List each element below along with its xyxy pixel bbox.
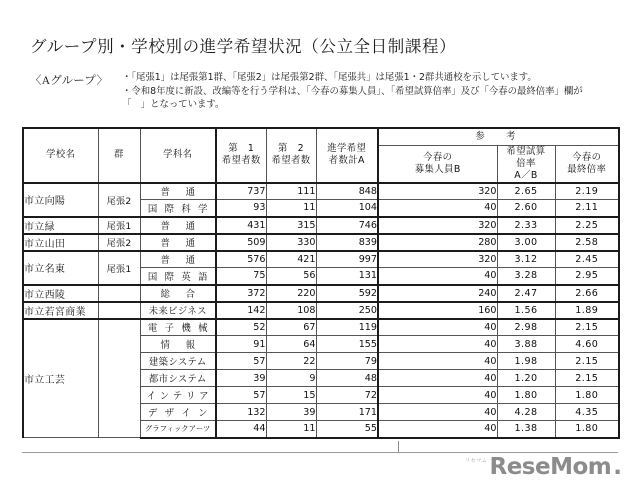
cell-department: グラフィックアーツ xyxy=(140,421,216,438)
cell-first-choice-count: 142 xyxy=(216,302,266,319)
col-header-final-line1: 今春の xyxy=(572,151,602,163)
cell-estimated-ratio: 2.47 xyxy=(497,285,555,302)
cell-total-count: 171 xyxy=(316,404,378,421)
cell-final-ratio: 1.80 xyxy=(555,421,619,438)
cell-second-choice-count: 9 xyxy=(266,370,316,387)
col-header-school: 学校名 xyxy=(23,128,98,183)
cell-first-choice-count: 52 xyxy=(216,319,266,336)
cell-total-count: 848 xyxy=(316,183,378,200)
cell-first-choice-count: 576 xyxy=(216,251,266,268)
cell-group xyxy=(98,319,140,438)
cell-total-count: 155 xyxy=(316,336,378,353)
table-row xyxy=(23,285,619,302)
cell-total-count: 79 xyxy=(316,353,378,370)
col-header-ratio-line3: A／B xyxy=(514,169,538,181)
cell-final-ratio: 4.35 xyxy=(555,404,619,421)
col-header-quota-line2: 募集人員B xyxy=(414,163,461,175)
cell-first-choice-count: 44 xyxy=(216,421,266,438)
logo-dot: . xyxy=(613,454,622,480)
cell-second-choice-count: 15 xyxy=(266,387,316,404)
logo-wordmark: ReseMom xyxy=(489,454,612,480)
cell-estimated-ratio: 2.60 xyxy=(497,200,555,217)
cell-school-name: 市立工芸 xyxy=(23,319,98,438)
col-header-reference: 参 考 xyxy=(378,128,619,145)
cell-estimated-ratio: 3.88 xyxy=(497,336,555,353)
cell-second-choice-count: 108 xyxy=(266,302,316,319)
cell-second-choice-count: 39 xyxy=(266,404,316,421)
cell-final-ratio: 2.15 xyxy=(555,319,619,336)
cell-second-choice-count: 11 xyxy=(266,421,316,438)
cell-final-ratio: 2.58 xyxy=(555,234,619,251)
cell-quota: 280 xyxy=(378,234,497,251)
cell-first-choice-count: 93 xyxy=(216,200,266,217)
cell-total-count: 997 xyxy=(316,251,378,268)
cell-estimated-ratio: 2.98 xyxy=(497,319,555,336)
col-header-final-line2: 最終倍率 xyxy=(567,163,607,175)
cell-department: 未来ビジネス xyxy=(140,302,216,319)
cell-first-choice-count: 431 xyxy=(216,217,266,234)
cell-final-ratio: 2.19 xyxy=(555,183,619,200)
col-header-first-choice-line2: 希望者数 xyxy=(221,155,261,167)
col-header-group: 群 xyxy=(98,128,140,183)
cell-total-count: 72 xyxy=(316,387,378,404)
cell-department: 普 通 xyxy=(140,234,216,251)
resemom-logo xyxy=(465,456,622,479)
cell-second-choice-count: 315 xyxy=(266,217,316,234)
cell-quota: 40 xyxy=(378,404,497,421)
cell-estimated-ratio: 2.33 xyxy=(497,217,555,234)
cell-quota: 40 xyxy=(378,319,497,336)
admissions-table xyxy=(22,127,620,439)
table-row xyxy=(23,183,619,200)
table-row xyxy=(23,302,619,319)
cell-second-choice-count: 330 xyxy=(266,234,316,251)
cell-department: 国 際 科 学 xyxy=(140,200,216,217)
cell-estimated-ratio: 1.56 xyxy=(497,302,555,319)
cell-school-name: 市立西陵 xyxy=(23,285,98,302)
cell-second-choice-count: 67 xyxy=(266,319,316,336)
table-body xyxy=(23,183,619,438)
cell-final-ratio: 2.15 xyxy=(555,353,619,370)
table-row xyxy=(23,319,619,336)
cell-department: 普 通 xyxy=(140,251,216,268)
cell-quota: 40 xyxy=(378,268,497,285)
cell-first-choice-count: 57 xyxy=(216,353,266,370)
cell-department: 建築システム xyxy=(140,353,216,370)
admissions-table-wrapper xyxy=(22,127,618,439)
cell-second-choice-count: 56 xyxy=(266,268,316,285)
cell-department: イ ン テ リ ア xyxy=(140,387,216,404)
col-header-second-choice-line1: 第 2 xyxy=(278,143,304,155)
cell-group: 尾張2 xyxy=(98,183,140,217)
cell-estimated-ratio: 3.28 xyxy=(497,268,555,285)
logo-ruby-text: リセマム xyxy=(465,458,488,464)
cell-estimated-ratio: 4.28 xyxy=(497,404,555,421)
cell-final-ratio: 4.60 xyxy=(555,336,619,353)
col-header-final-ratio xyxy=(555,145,619,183)
cell-first-choice-count: 39 xyxy=(216,370,266,387)
cell-department: 情 報 xyxy=(140,336,216,353)
cell-quota: 240 xyxy=(378,285,497,302)
cell-estimated-ratio: 1.38 xyxy=(497,421,555,438)
cell-first-choice-count: 509 xyxy=(216,234,266,251)
cell-department: 普 通 xyxy=(140,217,216,234)
col-header-second-choice xyxy=(266,128,316,183)
cell-department: デ ザ イ ン xyxy=(140,404,216,421)
col-header-quota xyxy=(378,145,497,183)
cell-second-choice-count: 64 xyxy=(266,336,316,353)
cell-quota: 160 xyxy=(378,302,497,319)
cell-total-count: 131 xyxy=(316,268,378,285)
cell-first-choice-count: 75 xyxy=(216,268,266,285)
col-header-second-choice-line2: 希望者数 xyxy=(271,155,311,167)
cell-total-count: 48 xyxy=(316,370,378,387)
cell-final-ratio: 2.11 xyxy=(555,200,619,217)
cell-final-ratio: 2.95 xyxy=(555,268,619,285)
cell-total-count: 592 xyxy=(316,285,378,302)
col-header-department: 学科名 xyxy=(140,128,216,183)
cell-school-name: 市立若宮商業 xyxy=(23,302,98,319)
cell-first-choice-count: 57 xyxy=(216,387,266,404)
cell-quota: 40 xyxy=(378,421,497,438)
cell-department: 電 子 機 械 xyxy=(140,319,216,336)
cell-school-name: 市立名東 xyxy=(23,251,98,285)
notes-block xyxy=(122,71,637,112)
cell-school-name: 市立向陽 xyxy=(23,183,98,217)
cell-final-ratio: 1.89 xyxy=(555,302,619,319)
cell-second-choice-count: 11 xyxy=(266,200,316,217)
col-header-first-choice xyxy=(216,128,266,183)
header-row-top xyxy=(23,128,619,145)
cell-final-ratio: 2.45 xyxy=(555,251,619,268)
cell-final-ratio: 2.25 xyxy=(555,217,619,234)
note-line-1: ・「尾張1」は尾張第1群、「尾張2」は尾張第2群、「尾張共」は尾張1・2群共通校を示しています。 xyxy=(122,72,537,83)
cell-first-choice-count: 372 xyxy=(216,285,266,302)
col-header-first-choice-line1: 第 1 xyxy=(228,143,255,155)
col-header-quota-line1: 今春の xyxy=(423,151,453,163)
cell-quota: 320 xyxy=(378,183,497,200)
cell-total-count: 55 xyxy=(316,421,378,438)
cell-second-choice-count: 22 xyxy=(266,353,316,370)
group-label: 〈Aグループ〉 xyxy=(30,75,109,87)
col-header-ratio xyxy=(497,145,555,183)
cell-total-count: 119 xyxy=(316,319,378,336)
cell-total-count: 746 xyxy=(316,217,378,234)
cell-quota: 40 xyxy=(378,336,497,353)
cell-estimated-ratio: 2.65 xyxy=(497,183,555,200)
cell-school-name: 市立緑 xyxy=(23,217,98,234)
cell-final-ratio: 2.66 xyxy=(555,285,619,302)
cell-first-choice-count: 737 xyxy=(216,183,266,200)
cell-group: 尾張2 xyxy=(98,234,140,251)
cell-second-choice-count: 421 xyxy=(266,251,316,268)
cell-group xyxy=(98,285,140,302)
cell-estimated-ratio: 1.20 xyxy=(497,370,555,387)
cell-quota: 320 xyxy=(378,217,497,234)
cell-estimated-ratio: 3.12 xyxy=(497,251,555,268)
cell-school-name: 市立山田 xyxy=(23,234,98,251)
cell-quota: 40 xyxy=(378,387,497,404)
col-header-total xyxy=(316,128,378,183)
cell-estimated-ratio: 1.98 xyxy=(497,353,555,370)
table-row xyxy=(23,217,619,234)
cell-final-ratio: 1.80 xyxy=(555,387,619,404)
cell-group: 尾張1 xyxy=(98,251,140,285)
table-row xyxy=(23,234,619,251)
cell-department: 都市システム xyxy=(140,370,216,387)
cell-final-ratio: 2.15 xyxy=(555,370,619,387)
col-header-total-line1: 進学希望 xyxy=(327,143,367,155)
cell-department: 国 際 英 語 xyxy=(140,268,216,285)
cell-department: 普 通 xyxy=(140,183,216,200)
cell-quota: 40 xyxy=(378,200,497,217)
cell-department: 総 合 xyxy=(140,285,216,302)
cell-quota: 320 xyxy=(378,251,497,268)
cell-quota: 40 xyxy=(378,370,497,387)
cell-second-choice-count: 111 xyxy=(266,183,316,200)
table-row xyxy=(23,251,619,268)
cell-total-count: 104 xyxy=(316,200,378,217)
page-title: グループ別・学校別の進学希望状況（公立全日制課程） xyxy=(30,37,457,56)
cell-second-choice-count: 220 xyxy=(266,285,316,302)
col-header-ratio-line2: 倍率 xyxy=(516,157,536,169)
cell-quota: 40 xyxy=(378,353,497,370)
note-line-3: 「 」となっています。 xyxy=(122,99,225,110)
cell-first-choice-count: 132 xyxy=(216,404,266,421)
cell-estimated-ratio: 1.80 xyxy=(497,387,555,404)
table-head xyxy=(23,128,619,183)
cell-estimated-ratio: 3.00 xyxy=(497,234,555,251)
footer-divider xyxy=(22,452,618,453)
cell-group xyxy=(98,302,140,319)
note-line-2: ・令和8年度に新設、改編等を行う学科は、「今春の募集人員」、「希望試算倍率」及び「今春の最終倍率」欄が xyxy=(122,85,583,97)
cell-total-count: 250 xyxy=(316,302,378,319)
cell-group: 尾張1 xyxy=(98,217,140,234)
cell-first-choice-count: 91 xyxy=(216,336,266,353)
cell-total-count: 839 xyxy=(316,234,378,251)
col-header-ratio-line1: 希望試算 xyxy=(506,145,546,157)
col-header-total-line2: 者数計A xyxy=(328,155,365,167)
